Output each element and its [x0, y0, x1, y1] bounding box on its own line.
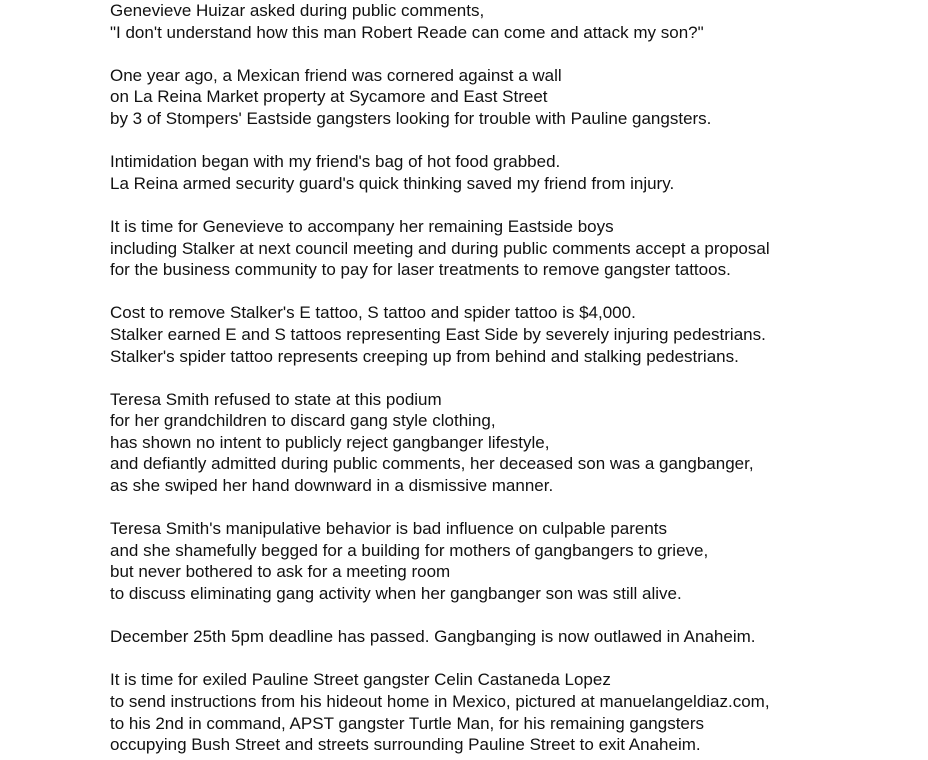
text-line: on La Reina Market property at Sycamore and East Street	[110, 87, 548, 107]
text-line: It is time for exiled Pauline Street gangster Celin Castaneda Lopez	[110, 670, 611, 690]
paragraph-celin-lopez	[110, 669, 920, 755]
paragraph-genevieve-comment	[110, 0, 920, 43]
text-line: to his 2nd in command, APST gangster Turtle Man, for his remaining gangsters	[110, 713, 705, 733]
text-line: including Stalker at next council meeting and during public comments accept a proposal	[110, 238, 770, 258]
document-body	[110, 0, 920, 756]
paragraph-teresa-behavior	[110, 518, 920, 604]
text-line: for her grandchildren to discard gang style clothing,	[110, 411, 496, 431]
text-line: but never bothered to ask for a meeting room	[110, 562, 451, 582]
text-line: Stalker's spider tattoo represents creeping up from behind and stalking pedestrians.	[110, 346, 739, 366]
text-line: to send instructions from his hideout home in Mexico, pictured at manuelangeldiaz.com,	[110, 692, 770, 711]
text-line: has shown no intent to publicly reject gangbanger lifestyle,	[110, 432, 550, 452]
paragraph-tattoo-cost	[110, 302, 920, 367]
paragraph-teresa-podium	[110, 389, 920, 497]
text-line: Stalker earned E and S tattoos representing East Side by severely injuring pedestrians.	[110, 324, 766, 344]
text-line: as she swiped her hand downward in a dismissive manner.	[110, 476, 554, 496]
text-line: and defiantly admitted during public comments, her deceased son was a gangbanger,	[110, 454, 754, 474]
text-line: December 25th 5pm deadline has passed. Gangbanging is now outlawed in Anaheim.	[110, 627, 756, 647]
text-line: to discuss eliminating gang activity when her gangbanger son was still alive.	[110, 584, 682, 604]
text-line: by 3 of Stompers' Eastside gangsters looking for trouble with Pauline gangsters.	[110, 108, 712, 128]
paragraph-deadline	[110, 626, 920, 648]
paragraph-genevieve-proposal	[110, 216, 920, 281]
text-line: La Reina armed security guard's quick thinking saved my friend from injury.	[110, 173, 675, 193]
text-line: Teresa Smith refused to state at this podium	[110, 389, 442, 409]
text-line: One year ago, a Mexican friend was cornered against a wall	[110, 65, 562, 85]
text-line: occupying Bush Street and streets surrounding Pauline Street to exit Anaheim.	[110, 735, 701, 755]
paragraph-intimidation	[110, 151, 920, 194]
text-line: It is time for Genevieve to accompany her remaining Eastside boys	[110, 216, 614, 236]
text-line: for the business community to pay for laser treatments to remove gangster tattoos.	[110, 260, 731, 280]
text-line: Genevieve Huizar asked during public comments,	[110, 1, 485, 20]
text-line: Cost to remove Stalker's E tattoo, S tattoo and spider tattoo is $4,000.	[110, 303, 636, 323]
text-line: and she shamefully begged for a building for mothers of gangbangers to grieve,	[110, 540, 709, 560]
text-line: Intimidation began with my friend's bag of hot food grabbed.	[110, 152, 561, 172]
text-line: "I don't understand how this man Robert Reade can come and attack my son?"	[110, 22, 704, 42]
paragraph-mexican-friend	[110, 65, 920, 130]
text-line: Teresa Smith's manipulative behavior is bad influence on culpable parents	[110, 519, 668, 539]
